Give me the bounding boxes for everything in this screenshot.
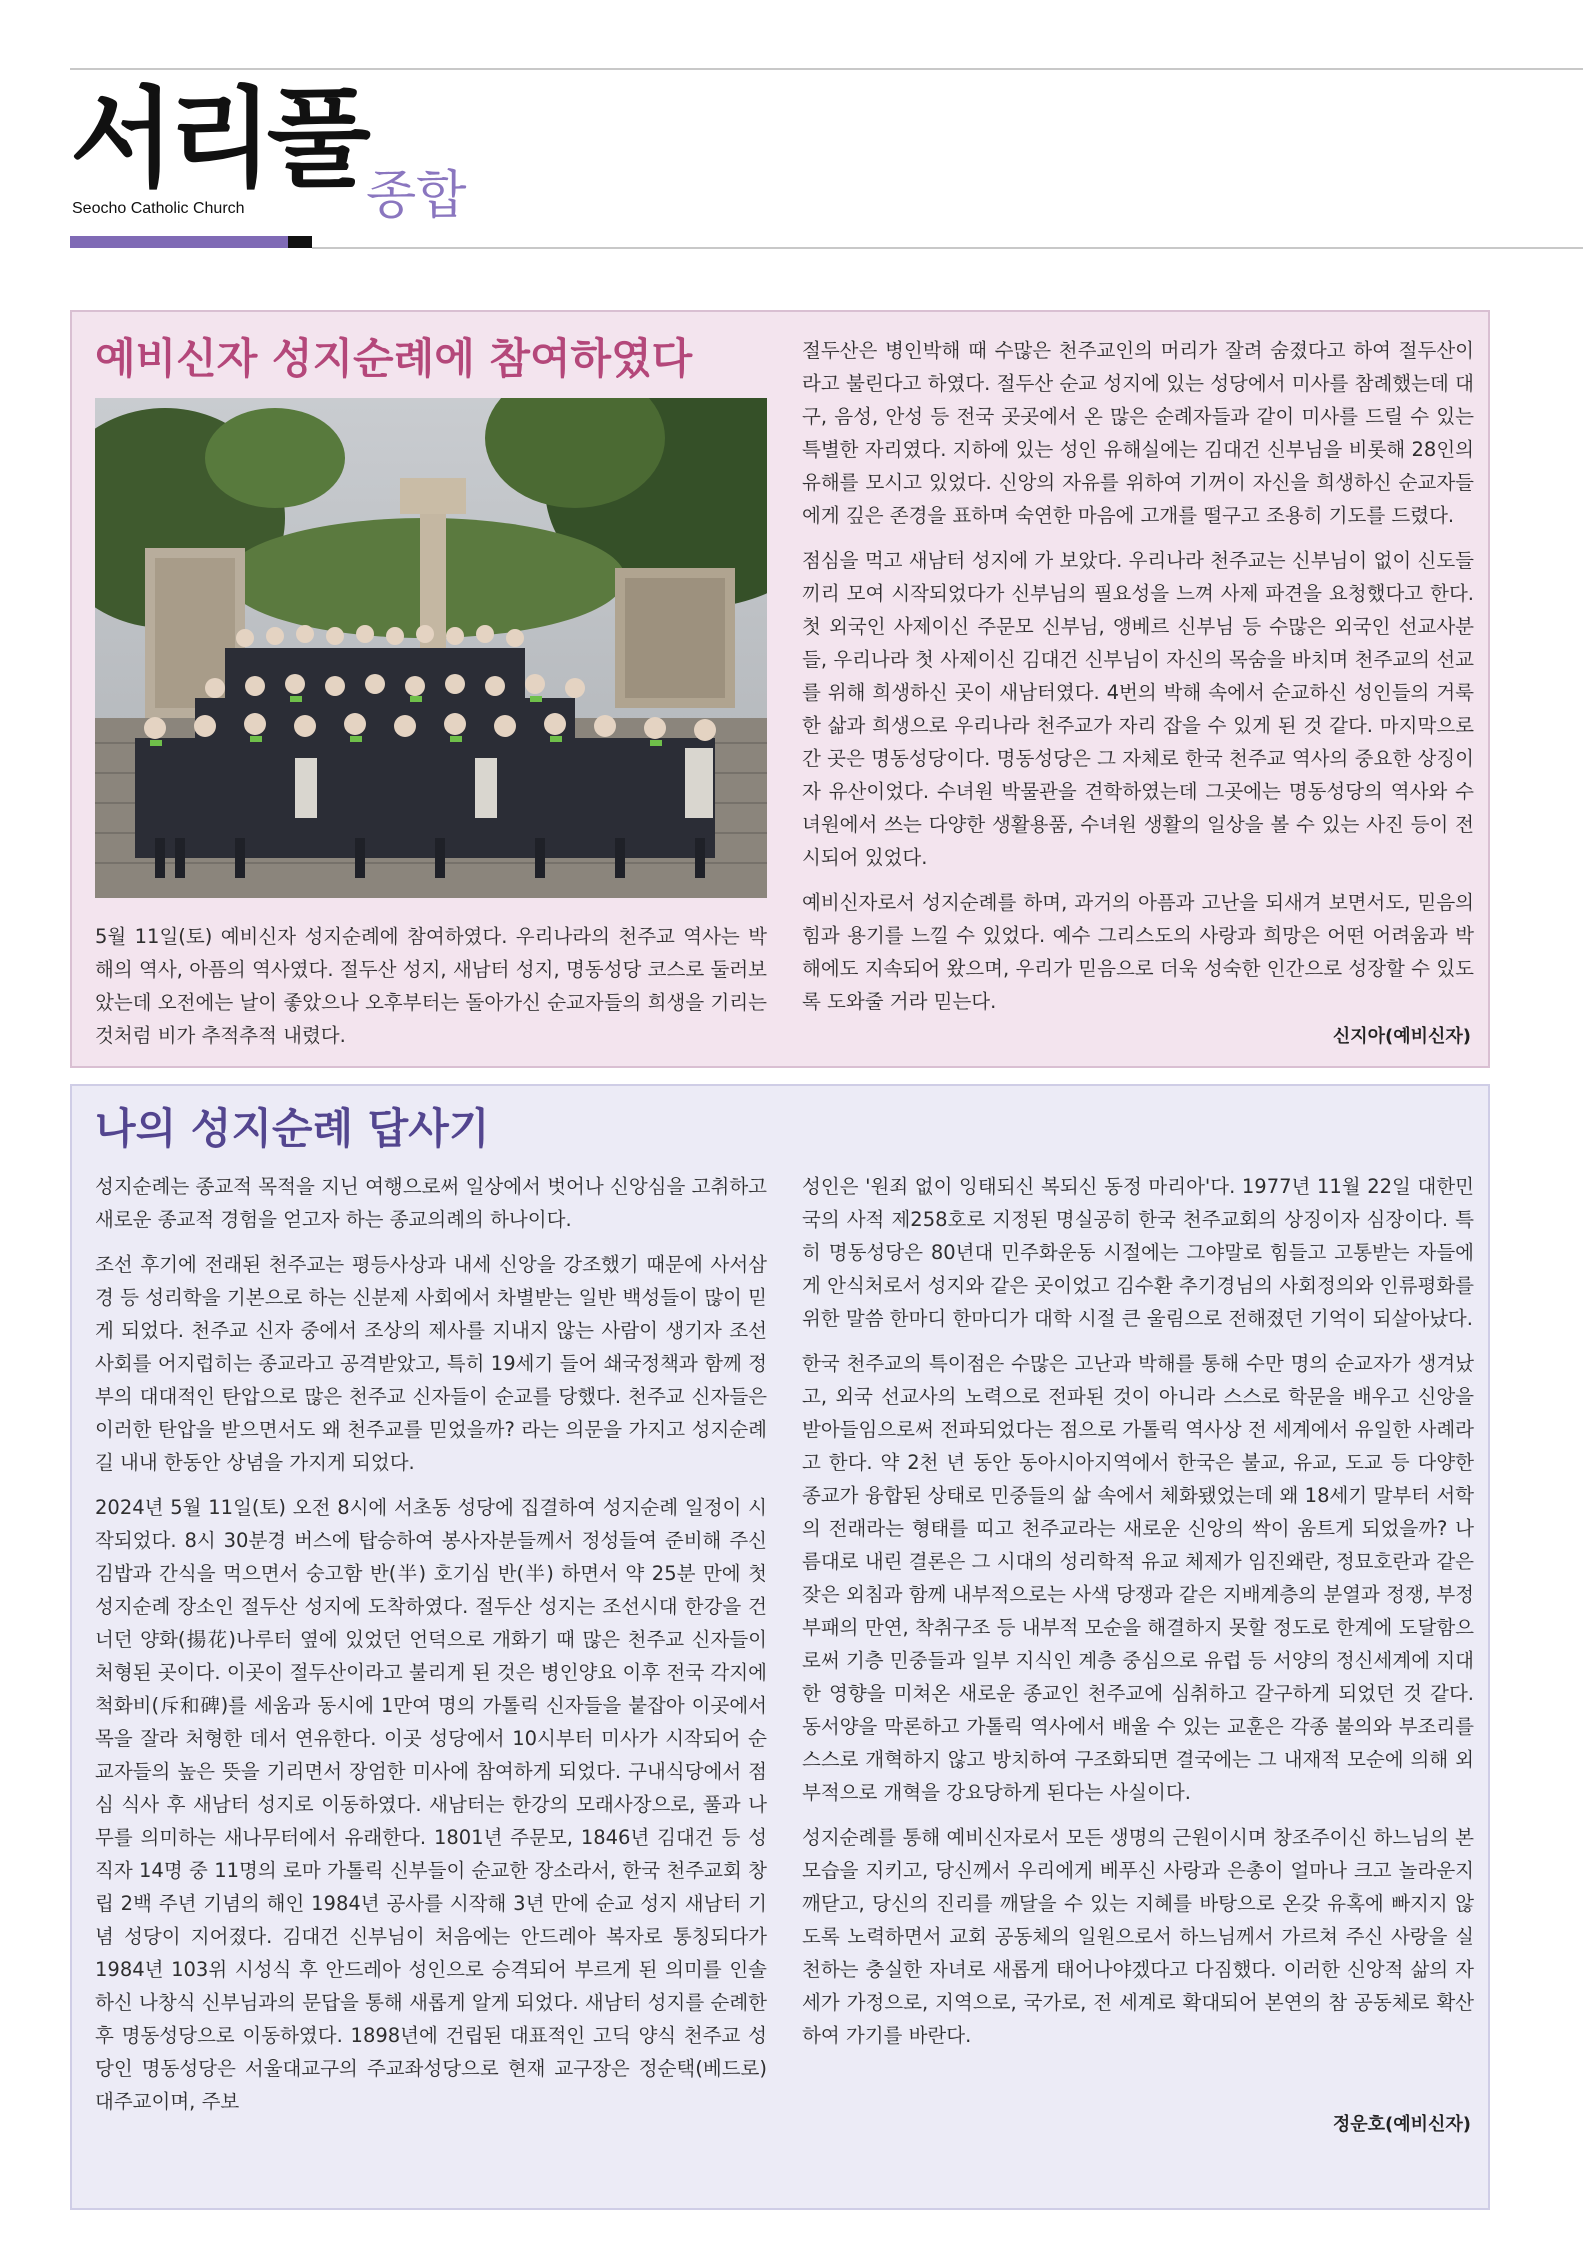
article1-paragraph-2: 점심을 먹고 새남터 성지에 가 보았다. 우리나라 천주교는 신부님이 없이 신도들끼리 모여 시작되었다가 신부님의 필요성을 느껴 사제 파견을 요청했다고 한다. 첫 외국인 사제이신 주문모 신부님, 앵베르 신부님 등 수많은 외국인 선교사분들, 우리나라 첫 사제이신 김대건 신부님이 자신의 목숨을 바치며 천주교의 선교를 위해 희생하신 곳이 새남터였다. 4번의 박해 속에서 순교하신 성인들의 거룩한 삶과 희생으로 우리나라 천주교가 자리 잡을 수 있게 된 것 같다. 마지막으로 간 곳은 명동성당이다. 명동성당은 그 자체로 한국 천주교 역사의 중요한 상징이자 유산이었다. 수녀원 박물관을 견학하였는데 그곳에는 명동성당의 역사와 수녀원에서 쓰는 다양한 생활용품, 수녀원 생활의 일상을 볼 수 있는 사진 등이 전시되어 있었다. [802,549,1474,869]
article2-right-column [802,1170,1474,2064]
article1-body [802,334,1474,1030]
article2-right-paragraph-1: 성인은 '원죄 없이 잉태되신 복되신 동정 마리아'다. 1977년 11월 22일 대한민국의 사적 제258호로 지정된 명실공히 한국 천주교회의 상징이자 심장이다. 특히 명동성당은 80년대 민주화운동 시절에는 그야말로 힘들고 고통받는 자들에게 안식처로서 성지와 같은 곳이었고 김수환 추기경님의 사회정의와 인류평화를 위한 말씀 한마디 한마디가 대학 시절 큰 울림으로 전해졌던 기억이 되살아났다. [802,1175,1474,1330]
article2-left-column [95,1170,767,2130]
top-rule [70,68,1583,70]
section-label: 종합 [366,166,467,226]
article2-left-paragraph-1: 성지순례는 종교적 목적을 지닌 여행으로써 일상에서 벗어나 신앙심을 고취하고 새로운 종교적 경험을 얻고자 하는 종교의례의 하나이다. [95,1175,767,1231]
article1-caption [95,920,767,1064]
article1-paragraph-1: 절두산은 병인박해 때 수많은 천주교인의 머리가 잘려 숨졌다고 하여 절두산이라고 불린다고 하였다. 절두산 순교 성지에 있는 성당에서 미사를 참례했는데 대구, 음성, 안성 등 전국 곳곳에서 온 많은 순례자들과 같이 미사를 드릴 수 있는 특별한 자리였다. 지하에 있는 성인 유해실에는 김대건 신부님을 비롯해 28인의 유해를 모시고 있었다. 신앙의 자유를 위하여 기꺼이 자신을 희생하신 순교자들에게 깊은 존경을 표하며 숙연한 마음에 고개를 떨구고 조용히 기도를 드렸다. [802,339,1474,527]
logo-wordmark: 서리풀 [70,77,365,202]
article1-paragraph-3: 예비신자로서 성지순례를 하며, 과거의 아픔과 고난을 되새겨 보면서도, 믿음의 힘과 용기를 느낄 수 있었다. 예수 그리스도의 사랑과 희망은 어떤 어려움과 박해에도 지속되어 왔으며, 우리가 믿음으로 더욱 성숙한 인간으로 성장할 수 있도록 도와줄 거라 믿는다. [802,891,1474,1013]
group-photo [95,398,767,898]
group-photo-image [95,398,767,898]
article2-author: 정운호(예비신자) [1332,2114,1471,2135]
article1-author: 신지아(예비신자) [1332,1026,1471,1047]
header-rule [312,247,1583,249]
article1-title: 예비신자 성지순례에 참여하였다 [95,334,693,383]
article2-right-paragraph-2: 한국 천주교의 특이점은 수많은 고난과 박해를 통해 수만 명의 순교자가 생겨났고, 외국 선교사의 노력으로 전파된 것이 아니라 스스로 학문을 배우고 신앙을 받아들임으로써 전파되었다는 점으로 가톨릭 역사상 전 세계에서 유일한 사례라고 한다. 약 2천 년 동안 동아시아지역에서 한국은 불교, 유교, 도교 등 다양한 종교가 융합된 상태로 민중들의 삶 속에서 체화됐었는데 왜 18세기 말부터 서학의 전래라는 형태를 띠고 천주교라는 새로운 신앙의 싹이 움트게 되었을까? 나름대로 내린 결론은 그 시대의 성리학적 유교 체제가 임진왜란, 정묘호란과 같은 잦은 외침과 함께 내부적으로는 사색 당쟁과 같은 지배계층의 분열과 정쟁, 부정부패의 만연, 착취구조 등 내부적 모순을 해결하지 못할 정도로 한계에 도달함으로써 기층 민중들과 일부 지식인 계층 중심으로 유럽 등 서양의 정신세계에 지대한 영향을 미쳐온 새로운 종교인 천주교에 심취하고 갈구하게 되었던 것 같다. 동서양을 막론하고 가톨릭 역사에서 배울 수 있는 교훈은 각종 불의와 부조리를 스스로 개혁하지 않고 방치하여 구조화되면 결국에는 그 내재적 모순에 의해 외부적으로 개혁을 강요당하게 된다는 사실이다. [802,1352,1474,1804]
article2-right-paragraph-3: 성지순례를 통해 예비신자로서 모든 생명의 근원이시며 창조주이신 하느님의 본 모습을 지키고, 당신께서 우리에게 베푸신 사랑과 은총이 얼마나 크고 놀라운지 깨닫고, 당신의 진리를 깨달을 수 있는 지혜를 바탕으로 온갖 유혹에 빠지지 않도록 노력하면서 교회 공동체의 일원으로서 하느님께서 가르쳐 주신 사랑을 실천하는 충실한 자녀로 새롭게 태어나야겠다고 다짐했다. 이러한 신앙적 삶의 자세가 가정으로, 지역으로, 국가로, 전 세계로 확대되어 본연의 참 공동체로 확산하여 가기를 바란다. [802,1826,1474,2047]
header-dark-bar [288,236,312,248]
article2-left-paragraph-2: 조선 후기에 전래된 천주교는 평등사상과 내세 신앙을 강조했기 때문에 사서삼경 등 성리학을 기본으로 하는 신분제 사회에서 차별받는 일반 백성들이 많이 믿게 되었다. 천주교 신자 중에서 조상의 제사를 지내지 않는 사람이 생기자 조선 사회를 어지럽히는 종교라고 공격받았고, 특히 19세기 들어 쇄국정책과 함께 정부의 대대적인 탄압으로 많은 천주교 신자들이 순교를 당했다. 천주교 신자들은 이러한 탄압을 받으면서도 왜 천주교를 믿었을까? 라는 의문을 가지고 성지순례길 내내 한동안 상념을 가지게 되었다. [95,1253,767,1474]
logo-subtitle: Seocho Catholic Church [72,200,245,217]
article2-title: 나의 성지순례 답사기 [95,1104,490,1153]
article2-left-paragraph-3: 2024년 5월 11일(토) 오전 8시에 서초동 성당에 집결하여 성지순례 일정이 시작되었다. 8시 30분경 버스에 탑승하여 봉사자분들께서 정성들여 준비해 주신 김밥과 간식을 먹으면서 숭고함 반(半) 호기심 반(半) 하면서 약 25분 만에 첫 성지순례 장소인 절두산 성지에 도착하였다. 절두산 성지는 조선시대 한강을 건너던 양화(揚花)나루터 옆에 있었던 언덕으로 개화기 때 많은 천주교 신자들이 처형된 곳이다. 이곳이 절두산이라고 불리게 된 것은 병인양요 이후 전국 각지에 척화비(斥和碑)를 세움과 동시에 1만여 명의 가톨릭 신자들을 붙잡아 이곳에서 목을 잘라 처형한 데서 연유한다. 이곳 성당에서 10시부터 미사가 시작되어 순교자들의 높은 뜻을 기리면서 장엄한 미사에 참여하게 되었다. 구내식당에서 점심 식사 후 새남터 성지로 이동하였다. 새남터는 한강의 모래사장으로, 풀과 나무를 의미하는 새나무터에서 유래한다. 1801년 주문모, 1846년 김대건 등 성직자 14명 중 11명의 로마 가톨릭 신부들이 순교한 장소라서, 한국 천주교회 창립 2백 주년 기념의 해인 1984년 공사를 시작해 3년 만에 순교 성지 새남터 기념 성당이 지어졌다. 김대건 신부님이 처음에는 안드레아 복자로 통칭되다가 1984년 103위 시성식 후 안드레아 성인으로 승격되어 부르게 된 의미를 인솔하신 나창식 신부님과의 문답을 통해 새롭게 알게 되었다. 새남터 성지를 순례한 후 명동성당으로 이동하였다. 1898년에 건립된 대표적인 고딕 양식 천주교 성당인 명동성당은 서울대교구의 주교좌성당으로 현재 교구장은 정순택(베드로) 대주교이며, 주보 [95,1496,767,2113]
caption-paragraph: 5월 11일(토) 예비신자 성지순례에 참여하였다. 우리나라의 천주교 역사는 박해의 역사, 아픔의 역사였다. 절두산 성지, 새남터 성지, 명동성당 코스로 둘러보았는데 오전에는 날이 좋았으나 오후부터는 돌아가신 순교자들의 희생을 기리는 것처럼 비가 추적추적 내렸다. [95,925,767,1047]
header-accent-bar [70,236,288,248]
